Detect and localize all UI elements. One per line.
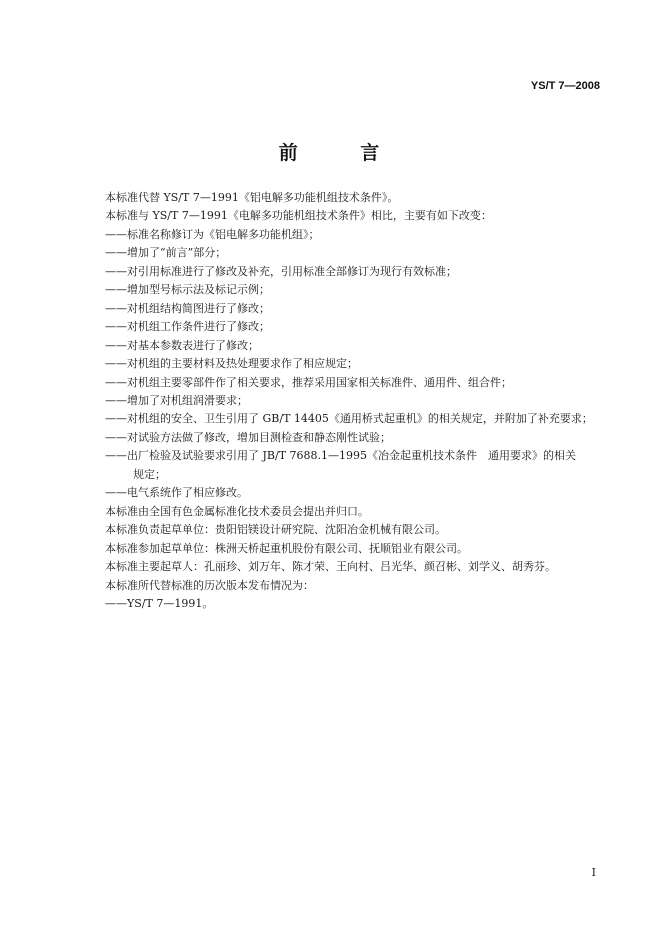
list-item: ——对机组主要零部件作了相关要求，推荐采用国家相关标准件、通用件、组合件； — [105, 375, 512, 389]
list-item: ——增加了“前言”部分； — [105, 246, 227, 260]
line-lead-drafters: 本标准负责起草单位：贵阳铝镁设计研究院、沈阳冶金机械有限公司。 — [105, 523, 446, 537]
list-item: ——增加型号标示法及标记示例； — [105, 283, 270, 297]
page-number: I — [591, 866, 596, 879]
list-item: ——对引用标准进行了修改及补充，引用标准全部修订为现行有效标准； — [105, 264, 457, 278]
list-item: ——对机组的安全、卫生引用了 GB/T 14405《通用桥式起重机》的相关规定，并附加了补充要求； — [105, 412, 593, 426]
foreword-body — [105, 189, 605, 613]
list-item: ——出厂检验及试验要求引用了 JB/T 7688.1—1995《冶金起重机技术条件 通用要求》的相关 — [105, 449, 577, 463]
list-item: ——对机组结构简图进行了修改； — [105, 301, 270, 315]
list-item-continuation: 规定； — [133, 467, 166, 481]
list-item: ——对机组的主要材料及热处理要求作了相应规定； — [105, 357, 358, 371]
list-item: ——对基本参数表进行了修改； — [105, 338, 259, 352]
standard-code-header: YS/T 7—2008 — [530, 80, 600, 92]
list-item: ——标准名称修订为《铝电解多功能机组》； — [105, 227, 320, 241]
list-item: ——对试验方法做了修改，增加目测检查和静态刚性试验； — [105, 430, 391, 444]
line-proposed-by: 本标准由全国有色金属标准化技术委员会提出并归口。 — [105, 504, 369, 518]
list-item: ——YS/T 7—1991。 — [105, 596, 214, 610]
line-participating-drafters: 本标准参加起草单位：株洲天桥起重机股份有限公司、抚顺铝业有限公司。 — [105, 541, 468, 555]
page-title: 前 言 — [278, 142, 408, 164]
line-replaces: 本标准代替 YS/T 7—1991《铝电解多功能机组技术条件》。 — [105, 191, 399, 204]
line-history-intro: 本标准所代替标准的历次版本发布情况为： — [105, 578, 314, 592]
list-item: ——对机组工作条件进行了修改； — [105, 320, 270, 334]
list-item: ——增加了对机组润滑要求； — [105, 393, 248, 407]
line-main-drafters: 本标准主要起草人：孔丽珍、刘万年、陈才荣、王向村、吕光华、颜召彬、刘学义、胡秀芬。 — [105, 560, 556, 574]
line-changes-intro: 本标准与 YS/T 7—1991《电解多功能机组技术条件》相比，主要有如下改变： — [105, 209, 492, 223]
list-item: ——电气系统作了相应修改。 — [105, 486, 248, 500]
